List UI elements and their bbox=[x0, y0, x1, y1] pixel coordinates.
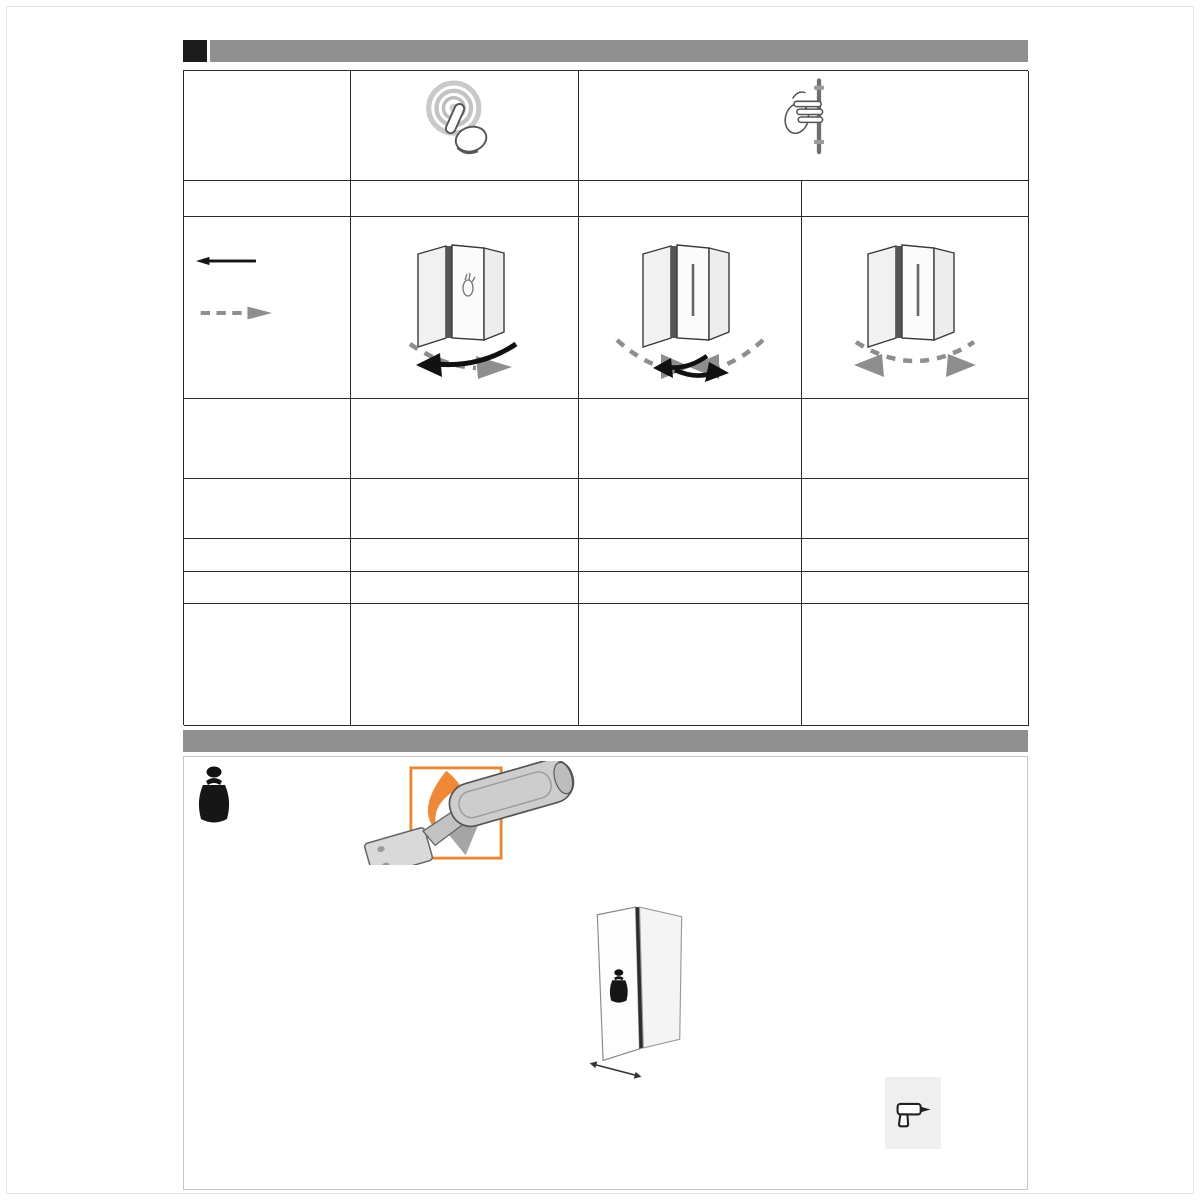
mechanism-col-push-to-move bbox=[351, 181, 579, 217]
drill-icon bbox=[892, 1092, 934, 1134]
stopper-value-1 bbox=[351, 539, 579, 572]
qr-code-no-mechanism bbox=[878, 623, 952, 697]
info-cell-2 bbox=[579, 604, 802, 726]
qr-code-push-to-move bbox=[428, 623, 502, 697]
drill-box bbox=[885, 1077, 941, 1149]
row-label-stopper bbox=[184, 539, 351, 572]
mechanism-table bbox=[183, 70, 1028, 725]
principle-illustration-pull bbox=[579, 217, 802, 399]
lock-value-1 bbox=[351, 572, 579, 604]
hinges-value-3 bbox=[802, 479, 1029, 539]
principle-text-push bbox=[351, 399, 579, 479]
automatic-arrow-icon bbox=[196, 253, 258, 269]
info-cell-1 bbox=[351, 604, 579, 726]
principle-text-manual bbox=[802, 399, 1029, 479]
wardrobe-pull-icon bbox=[605, 228, 775, 388]
mechanism-col-pull-to-move bbox=[579, 181, 802, 217]
stopper-value-3 bbox=[802, 539, 1029, 572]
stopper-value-2 bbox=[579, 539, 802, 572]
row-label-lock bbox=[184, 572, 351, 604]
row-label-principle-text bbox=[184, 399, 351, 479]
mechanism-col-no-mechanism bbox=[802, 181, 1029, 217]
section1-title bbox=[210, 40, 1028, 62]
row-label-principle-legend bbox=[184, 217, 351, 399]
section2-title bbox=[183, 730, 1028, 752]
dimension-arrow bbox=[590, 1061, 642, 1078]
cell-door-no-handle bbox=[351, 71, 579, 181]
pull-hand-icon bbox=[744, 77, 864, 157]
row-label-mechanisms bbox=[184, 181, 351, 217]
cell-door-with-handle bbox=[579, 71, 1029, 181]
wardrobe-manual-icon bbox=[830, 228, 1000, 388]
manual-arrow-icon bbox=[196, 303, 272, 323]
principle-illustration-manual bbox=[802, 217, 1029, 399]
load-class-text bbox=[729, 767, 1024, 783]
qr-code-load-class bbox=[950, 1073, 1026, 1149]
row-label-info bbox=[184, 604, 351, 726]
wardrobe-push-icon bbox=[380, 228, 550, 388]
push-to-move-device-illustration bbox=[344, 761, 594, 865]
row-label-hinges bbox=[184, 479, 351, 539]
section-number-badge bbox=[183, 40, 207, 62]
hinges-value-1 bbox=[351, 479, 579, 539]
load-class-box bbox=[183, 756, 1028, 1190]
row-label-configuration bbox=[184, 71, 351, 181]
hinges-value-2 bbox=[579, 479, 802, 539]
push-hand-icon bbox=[390, 77, 540, 159]
lock-value-3 bbox=[802, 572, 1029, 604]
lock-value-2 bbox=[579, 572, 802, 604]
qr-code-pull-to-move bbox=[653, 623, 727, 697]
principle-text-pull bbox=[579, 399, 802, 479]
door-with-weight-illustration bbox=[582, 897, 697, 1082]
principle-illustration-push bbox=[351, 217, 579, 399]
info-cell-3 bbox=[802, 604, 1029, 726]
